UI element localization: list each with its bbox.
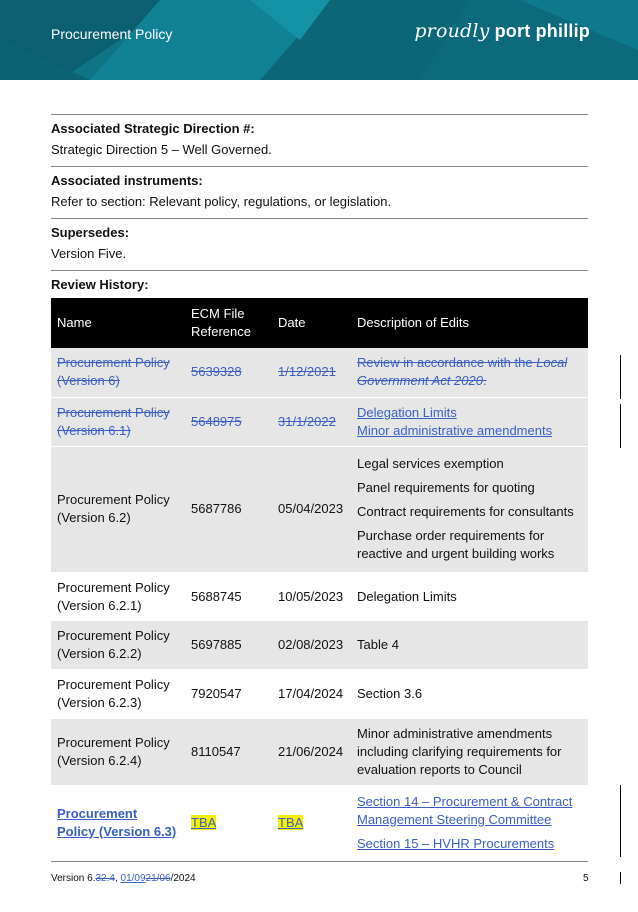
header-ecm: ECM File Reference: [185, 298, 272, 348]
row-ecm: 5697885: [185, 621, 272, 670]
main-content: [51, 114, 588, 862]
instruments-value: Refer to section: Relevant policy, regulations, or legislation.: [51, 194, 392, 209]
row-desc-line: Section 15 – HVHR Procurements: [357, 835, 555, 851]
row-date: 21/06/2024: [272, 719, 351, 785]
review-history-table: [51, 298, 588, 862]
row-ecm: 5639328: [191, 364, 242, 380]
page-number: 5: [583, 873, 589, 884]
row-desc-c: .: [482, 373, 487, 389]
document-title: Procurement Policy: [51, 26, 173, 42]
header-name: Name: [51, 298, 185, 348]
table-row: [51, 397, 588, 446]
row-name: Procurement Policy (Version 6): [57, 355, 170, 389]
row-name: Procurement Policy (Version 6.1): [57, 404, 170, 438]
row-desc-line: Delegation Limits: [357, 588, 457, 604]
row-desc-a: Review in accordance with the: [357, 355, 537, 371]
row-desc-line: Section 14 – Procurement & Contract Management Steering Committee: [357, 793, 573, 827]
row-desc-line: Legal services exemption: [357, 456, 504, 471]
table-header-row: [51, 298, 588, 348]
row-ecm: 5648975: [191, 413, 242, 429]
row-name: Procurement Policy (Version 6.2.3): [57, 677, 170, 711]
row-name: Procurement Policy (Version 6.2): [51, 446, 185, 572]
row-date: 17/04/2024: [278, 686, 344, 702]
footer-version-old: 32.4: [95, 873, 115, 884]
row-ecm: 5687786: [185, 446, 272, 572]
supersedes-section: [51, 218, 588, 270]
footer-sep: ,: [114, 873, 121, 884]
row-desc-line: Contract requirements for consultants: [357, 504, 574, 519]
instruments-label: Associated instruments:: [51, 173, 203, 188]
footer-date-suffix: /2024: [170, 873, 196, 884]
strategic-direction-label: Associated Strategic Direction #:: [51, 121, 255, 136]
footer-version-prefix: Version 6.: [51, 873, 96, 884]
row-desc-line: Table 4: [351, 621, 588, 670]
row-name-link[interactable]: Procurement Policy (Version 6.3): [57, 805, 177, 839]
header-banner: [0, 0, 638, 80]
row-date: 02/08/2023: [272, 621, 351, 670]
footer-date-old: 21/06: [145, 873, 171, 884]
table-row: [51, 785, 588, 862]
row-date: 1/12/2021: [278, 364, 336, 380]
change-bar: [620, 785, 621, 857]
change-bar: [620, 872, 621, 884]
row-date: 10/05/2023: [278, 588, 344, 604]
row-ecm: 8110547: [185, 719, 272, 785]
row-name: Procurement Policy (Version 6.2.4): [51, 719, 185, 785]
footer-version: [51, 873, 196, 884]
change-bar: [620, 355, 621, 399]
header-date: Date: [272, 298, 351, 348]
row-date: 31/1/2022: [278, 413, 336, 429]
council-logo: [414, 20, 590, 42]
supersedes-label: Supersedes:: [51, 225, 130, 240]
row-desc-line: Delegation Limits: [357, 404, 457, 420]
table-row: [51, 348, 588, 397]
footer-date-new: 01/09: [120, 873, 146, 884]
row-desc-line: Minor administrative amendments: [357, 422, 553, 438]
row-desc-line: Minor administrative amendments including clarifying requirements for evaluation reports to Council: [351, 719, 588, 785]
row-name: Procurement Policy (Version 6.2.1): [57, 579, 170, 613]
table-row: [51, 446, 588, 572]
table-row: [51, 621, 588, 670]
row-date: 05/04/2023: [272, 446, 351, 572]
row-date-tba: TBA: [278, 814, 304, 830]
row-ecm: 5688745: [191, 588, 242, 604]
supersedes-value: Version Five.: [51, 246, 127, 261]
review-history-label: Review History:: [51, 277, 149, 292]
review-history-section: [51, 270, 588, 294]
strategic-direction-section: [51, 114, 588, 166]
logo-text: port phillip: [494, 21, 590, 41]
table-row: [51, 670, 588, 719]
row-desc-line: Section 3.6: [357, 686, 423, 702]
header-description: Description of Edits: [351, 298, 588, 348]
strategic-direction-value: Strategic Direction 5 – Well Governed.: [51, 142, 272, 157]
table-row: [51, 572, 588, 621]
row-desc-line: Purchase order requirements for reactive and urgent building works: [357, 528, 555, 561]
row-ecm-tba: TBA: [191, 814, 217, 830]
row-name: Procurement Policy (Version 6.2.2): [51, 621, 185, 670]
row-desc-b: Local Government Act 2020: [357, 355, 568, 389]
change-bar: [620, 404, 621, 448]
table-row: [51, 719, 588, 785]
instruments-section: [51, 166, 588, 218]
row-desc-line: Panel requirements for quoting: [357, 480, 535, 495]
row-ecm: 7920547: [191, 686, 242, 702]
logo-script: proudly: [414, 20, 490, 42]
